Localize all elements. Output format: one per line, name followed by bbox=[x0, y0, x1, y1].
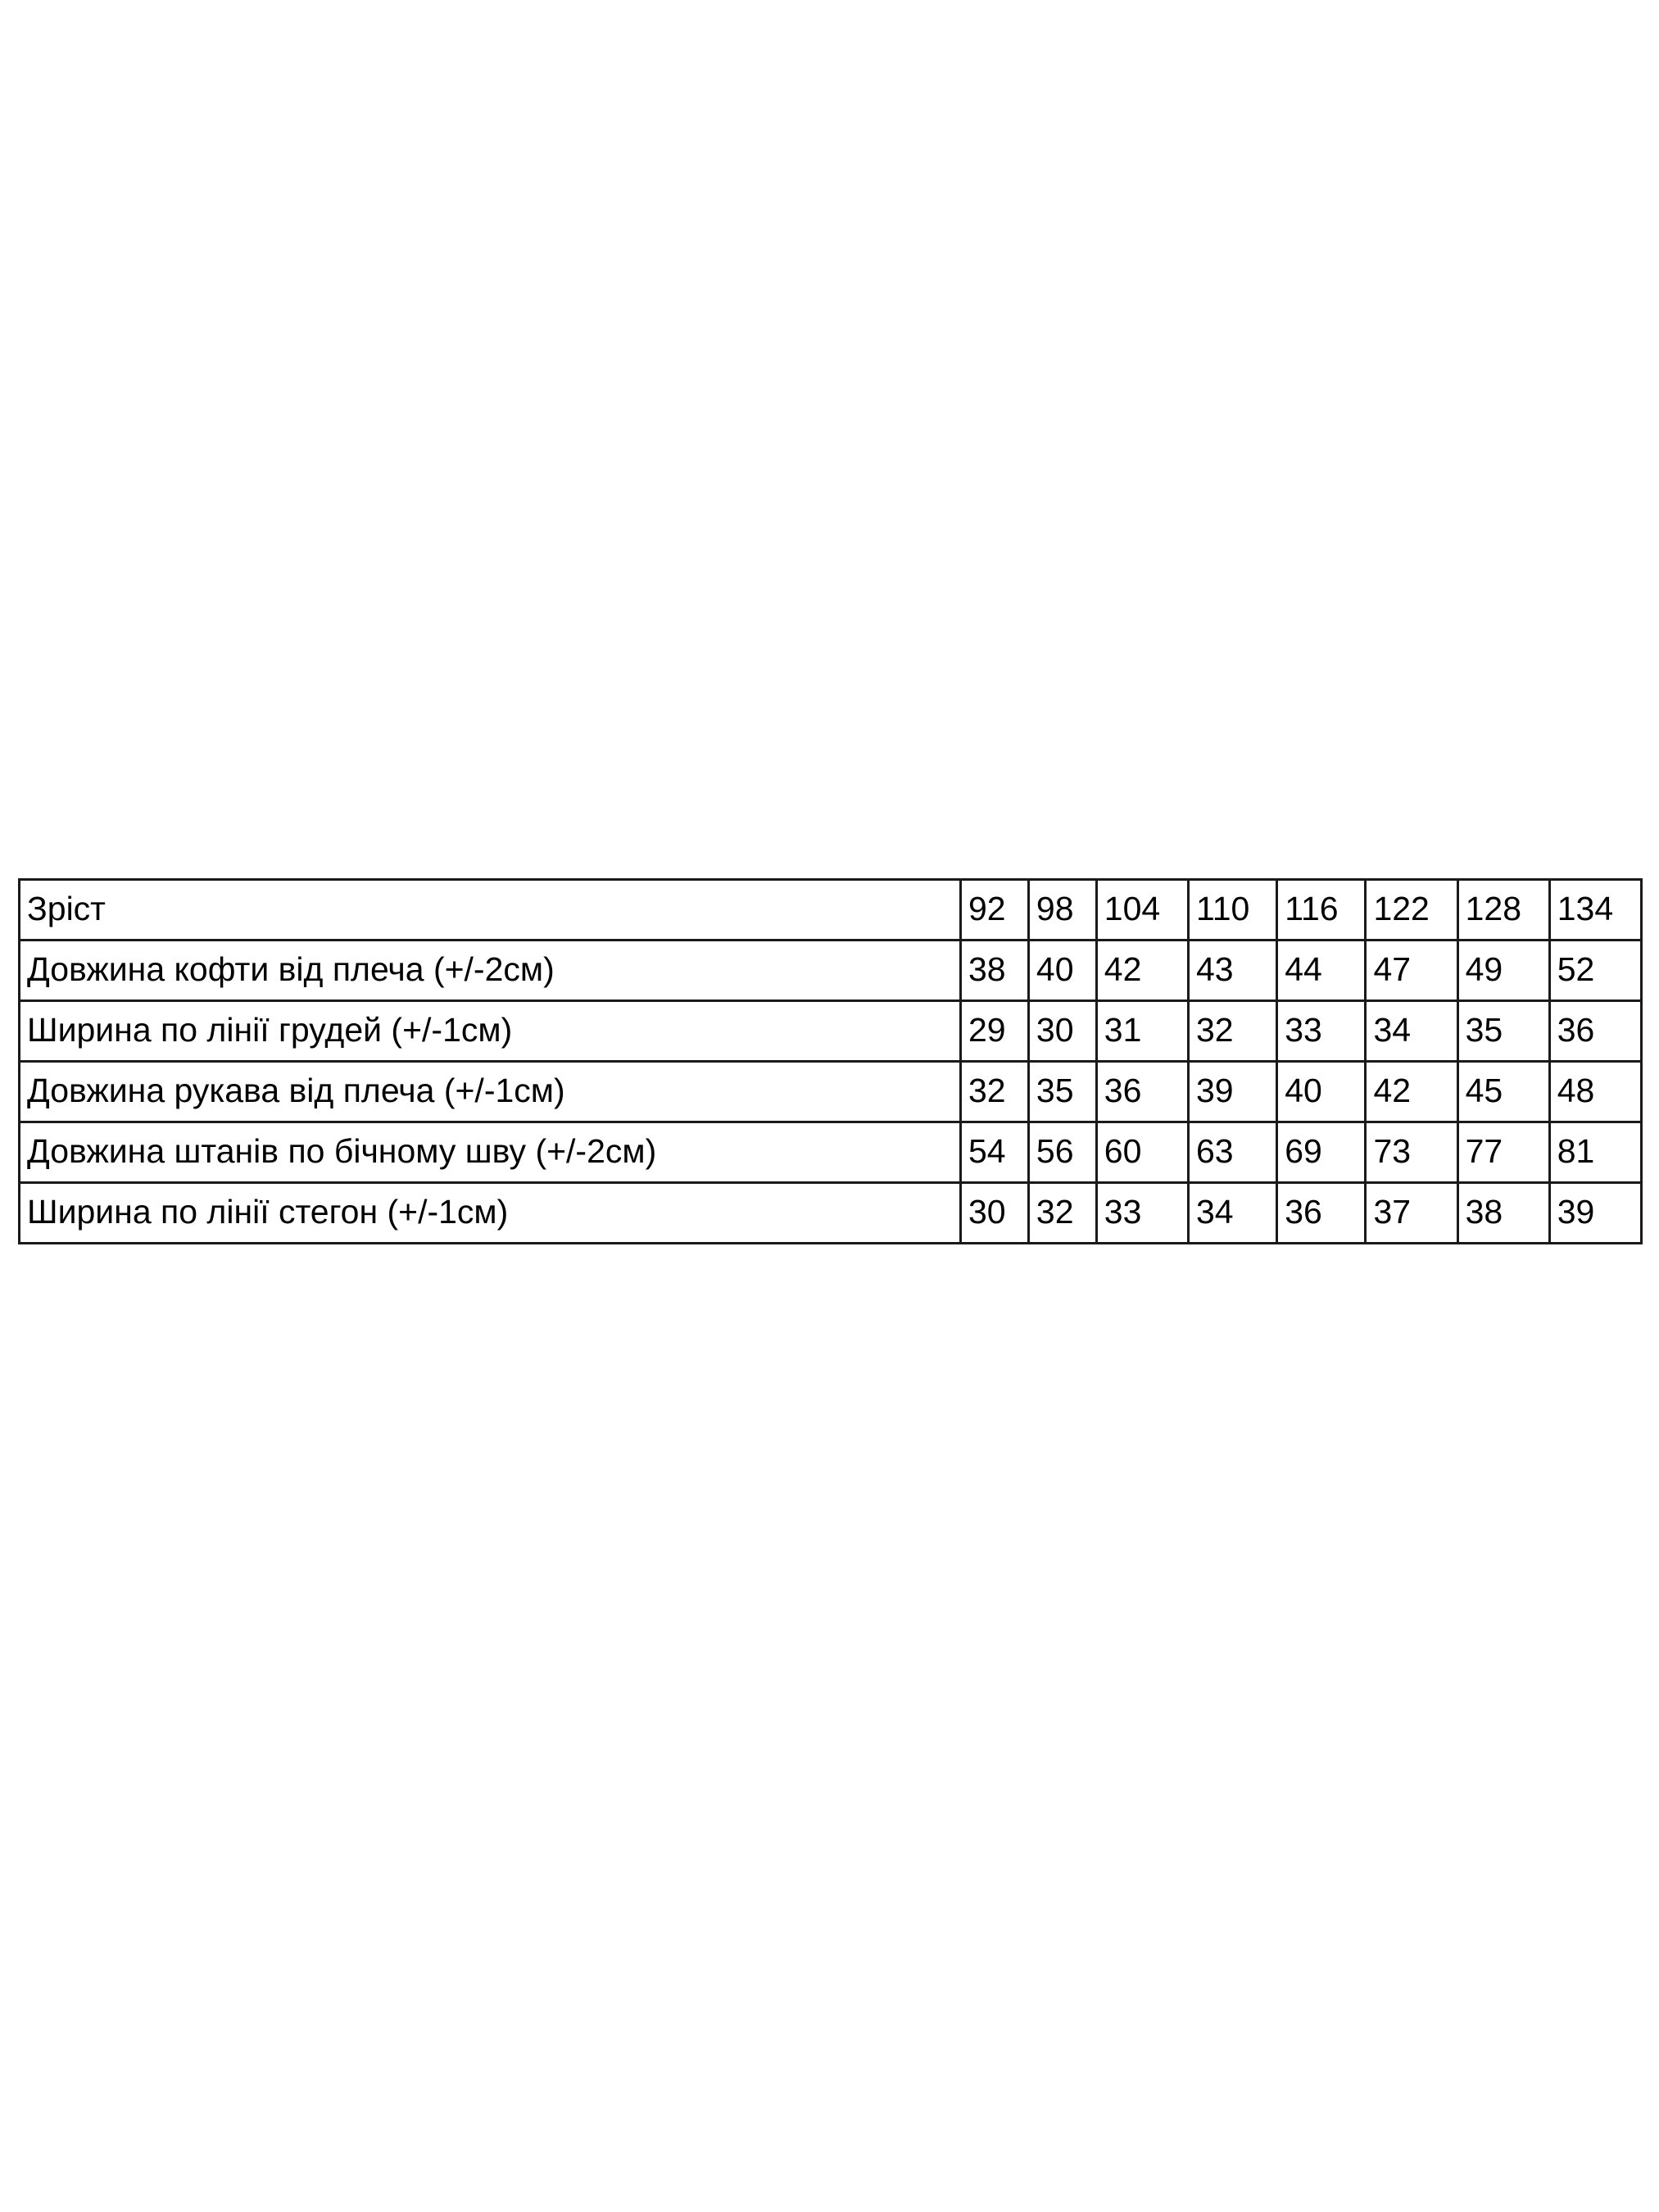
table-cell: 32 bbox=[1028, 1183, 1096, 1244]
table-cell: 47 bbox=[1366, 941, 1457, 1001]
table-cell: 116 bbox=[1277, 880, 1366, 941]
table-cell: 36 bbox=[1277, 1183, 1366, 1244]
table-cell: 32 bbox=[961, 1062, 1029, 1122]
table-cell: 43 bbox=[1188, 941, 1276, 1001]
table-cell: 30 bbox=[1028, 1001, 1096, 1062]
table-cell: 38 bbox=[1457, 1183, 1549, 1244]
size-chart-body bbox=[20, 880, 1642, 1244]
table-cell: 36 bbox=[1096, 1062, 1188, 1122]
table-cell: 56 bbox=[1028, 1122, 1096, 1183]
row-label: Довжина кофти від плеча (+/-2см) bbox=[20, 941, 961, 1001]
table-cell: 39 bbox=[1549, 1183, 1641, 1244]
table-cell: 42 bbox=[1096, 941, 1188, 1001]
table-cell: 44 bbox=[1277, 941, 1366, 1001]
table-cell: 30 bbox=[961, 1183, 1029, 1244]
table-cell: 34 bbox=[1188, 1183, 1276, 1244]
table-cell: 52 bbox=[1549, 941, 1641, 1001]
table-cell: 104 bbox=[1096, 880, 1188, 941]
table-cell: 33 bbox=[1277, 1001, 1366, 1062]
table-cell: 35 bbox=[1457, 1001, 1549, 1062]
table-cell: 39 bbox=[1188, 1062, 1276, 1122]
table-cell: 29 bbox=[961, 1001, 1029, 1062]
table-cell: 40 bbox=[1028, 941, 1096, 1001]
table-cell: 34 bbox=[1366, 1001, 1457, 1062]
table-row bbox=[20, 880, 1642, 941]
table-cell: 54 bbox=[961, 1122, 1029, 1183]
table-cell: 98 bbox=[1028, 880, 1096, 941]
table-cell: 60 bbox=[1096, 1122, 1188, 1183]
table-cell: 134 bbox=[1549, 880, 1641, 941]
table-cell: 122 bbox=[1366, 880, 1457, 941]
table-row bbox=[20, 941, 1642, 1001]
table-cell: 31 bbox=[1096, 1001, 1188, 1062]
table-cell: 38 bbox=[961, 941, 1029, 1001]
table-row bbox=[20, 1122, 1642, 1183]
table-row bbox=[20, 1001, 1642, 1062]
table-cell: 33 bbox=[1096, 1183, 1188, 1244]
table-cell: 92 bbox=[961, 880, 1029, 941]
row-label: Ширина по лінії стегон (+/-1см) bbox=[20, 1183, 961, 1244]
size-chart-table bbox=[18, 878, 1643, 1244]
table-cell: 49 bbox=[1457, 941, 1549, 1001]
table-cell: 128 bbox=[1457, 880, 1549, 941]
table-cell: 35 bbox=[1028, 1062, 1096, 1122]
table-row bbox=[20, 1183, 1642, 1244]
table-cell: 40 bbox=[1277, 1062, 1366, 1122]
table-row bbox=[20, 1062, 1642, 1122]
table-cell: 77 bbox=[1457, 1122, 1549, 1183]
table-cell: 37 bbox=[1366, 1183, 1457, 1244]
table-cell: 110 bbox=[1188, 880, 1276, 941]
table-cell: 48 bbox=[1549, 1062, 1641, 1122]
row-label: Ширина по лінії грудей (+/-1см) bbox=[20, 1001, 961, 1062]
table-cell: 81 bbox=[1549, 1122, 1641, 1183]
table-cell: 73 bbox=[1366, 1122, 1457, 1183]
row-label: Довжина рукава від плеча (+/-1см) bbox=[20, 1062, 961, 1122]
table-cell: 69 bbox=[1277, 1122, 1366, 1183]
table-cell: 36 bbox=[1549, 1001, 1641, 1062]
table-cell: 63 bbox=[1188, 1122, 1276, 1183]
row-label: Зріст bbox=[20, 880, 961, 941]
row-label: Довжина штанів по бічному шву (+/-2см) bbox=[20, 1122, 961, 1183]
table-cell: 42 bbox=[1366, 1062, 1457, 1122]
size-chart-container bbox=[18, 878, 1643, 1244]
table-cell: 45 bbox=[1457, 1062, 1549, 1122]
table-cell: 32 bbox=[1188, 1001, 1276, 1062]
